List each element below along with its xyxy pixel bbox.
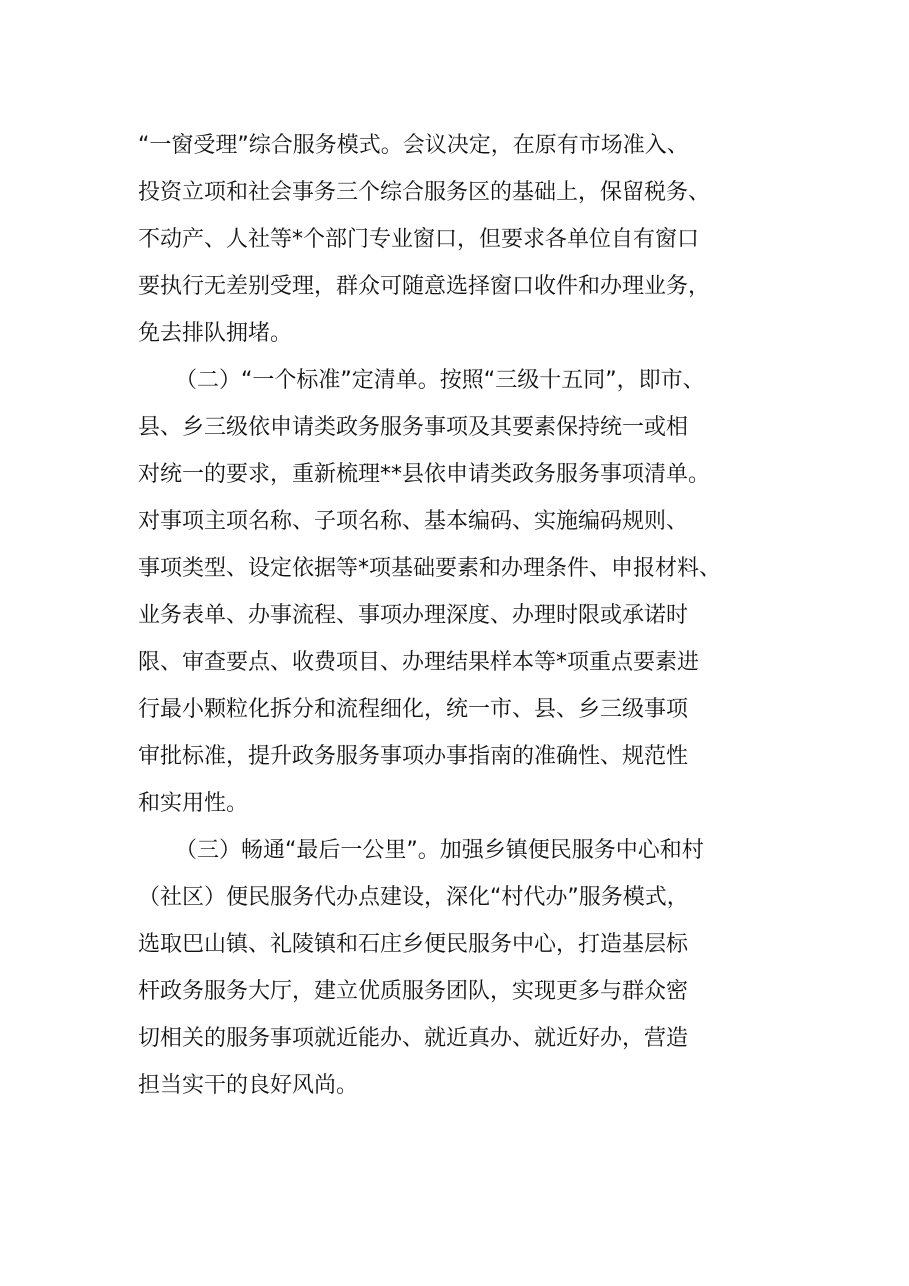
text-line: 事项类型、设定依据等*项基础要素和办理条件、申报材料、 <box>138 556 722 581</box>
text-line: 县、乡三级依申请类政务服务事项及其要素保持统一或相 <box>138 415 689 440</box>
paragraph-one-standard <box>138 357 778 827</box>
text-line: 杆政务服务大厅，建立优质服务团队，实现更多与群众密 <box>138 979 689 1004</box>
text-line: 切相关的服务事项就近能办、就近真办、就近好办，营造 <box>138 1026 689 1051</box>
text-line: 不动产、人社等*个部门专业窗口，但要求各单位自有窗口 <box>138 227 700 252</box>
text-line: （二）“一个标准”定清单。按照“三级十五同”，即市、 <box>175 368 705 393</box>
text-line: 投资立项和社会事务三个综合服务区的基础上，保留税务、 <box>138 180 711 205</box>
body-text <box>138 122 778 1109</box>
text-line: 和实用性。 <box>138 791 249 816</box>
text-line: 担当实干的良好风尚。 <box>138 1073 359 1098</box>
text-line: 对统一的要求，重新梳理**县依申请类政务服务事项清单。 <box>138 462 711 487</box>
text-line: 免去排队拥堵。 <box>138 321 293 346</box>
text-line: 审批标准，提升政务服务事项办事指南的准确性、规范性 <box>138 744 689 769</box>
text-line: 限、审查要点、收费项目、办理结果样本等*项重点要素进 <box>138 650 700 675</box>
text-line: 要执行无差别受理，群众可随意选择窗口收件和办理业务， <box>138 274 711 299</box>
text-line: 行最小颗粒化拆分和流程细化，统一市、县、乡三级事项 <box>138 697 689 722</box>
text-line: 业务表单、办事流程、事项办理深度、办理时限或承诺时 <box>138 603 689 628</box>
text-line: （社区）便民服务代办点建设，深化“村代办”服务模式， <box>138 885 689 910</box>
text-line: 选取巴山镇、礼陵镇和石庄乡便民服务中心，打造基层标 <box>138 932 689 957</box>
text-line: （三）畅通“最后一公里”。加强乡镇便民服务中心和村 <box>175 838 704 863</box>
text-line: “一窗受理”综合服务模式。会议决定，在原有市场准入、 <box>138 133 689 158</box>
paragraph-last-mile <box>138 827 778 1109</box>
paragraph-one-window-service <box>138 122 778 357</box>
text-line: 对事项主项名称、子项名称、基本编码、实施编码规则、 <box>138 509 689 534</box>
